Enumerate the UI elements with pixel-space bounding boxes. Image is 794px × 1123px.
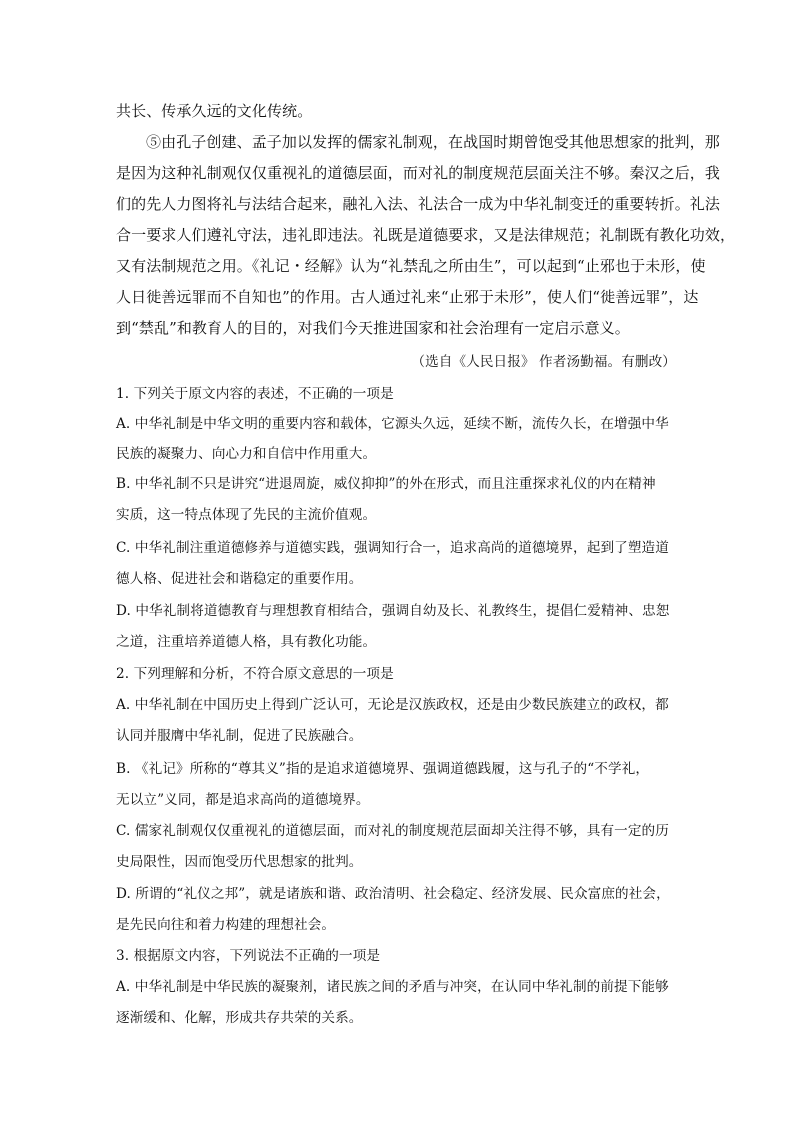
- passage-line: 共长、传承久远的文化传统。: [116, 102, 313, 120]
- source-citation: （选自《人民日报》 作者汤勤福。有删改）: [411, 354, 676, 370]
- question-1-option-d: D. 中华礼制将道德教育与理想教育相结合，强调自幼及长、礼教终生，提倡仁爱精神、忠恕: [116, 603, 670, 619]
- question-1-option-a: A. 中华礼制是中华文明的重要内容和载体，它源头久远，延续不断，流传久长，在增强中华: [116, 416, 669, 432]
- question-1-option-c: C. 中华礼制注重道德修养与道德实践，强调知行合一，追求高尚的道德境界，起到了塑造道: [116, 540, 669, 556]
- passage-line: 合一要求人们遵礼守法，违礼即违法。礼既是道德要求，又是法律规范；礼制既有教化功效，: [116, 226, 736, 244]
- question-3-option-a-cont: 逐渐缓和、化解，形成共存共荣的关系。: [116, 1010, 363, 1026]
- question-2-stem: 2. 下列理解和分析，不符合原文意思的一项是: [116, 666, 394, 682]
- question-1-option-b: B. 中华礼制不只是讲究“进退周旋，威仪抑抑”的外在形式，而且注重探求礼仪的内在精神: [116, 476, 656, 492]
- question-1-stem: 1. 下列关于原文内容的表述，不正确的一项是: [116, 386, 394, 402]
- question-2-option-b-cont: 无以立”义同，都是追求高尚的道德境界。: [116, 792, 370, 808]
- question-3-stem: 3. 根据原文内容，下列说法不正确的一项是: [116, 948, 381, 964]
- question-2-option-a: A. 中华礼制在中国历史上得到广泛认可，无论是汉族政权，还是由少数民族建立的政权，都: [116, 697, 669, 713]
- question-2-option-c: C. 儒家礼制观仅仅重视礼的道德层面，而对礼的制度规范层面却关注得不够，具有一定的历: [116, 823, 669, 839]
- question-2-option-b: B. 《礼记》所称的“尊其义”指的是追求道德境界、强调道德践履，这与孔子的“不学礼，: [116, 761, 650, 777]
- question-1-option-c-cont: 德人格、促进社会和谐稳定的重要作用。: [116, 571, 363, 587]
- passage-line: 们的先人力图将礼与法结合起来，融礼入法、礼法合一成为中华礼制变迁的重要转折。礼法: [116, 195, 721, 213]
- question-1-option-d-cont: 之道，注重培养道德人格，具有教化功能。: [116, 634, 377, 650]
- question-2-option-d-cont: 是先民向往和着力构建的理想社会。: [116, 917, 336, 933]
- question-2-option-c-cont: 史局限性，因而饱受历代思想家的批判。: [116, 854, 363, 870]
- question-3-option-a: A. 中华礼制是中华民族的凝聚剂，诸民族之间的矛盾与冲突，在认同中华礼制的前提下能够: [116, 979, 669, 995]
- question-2-option-a-cont: 认同并服膺中华礼制，促进了民族融合。: [116, 728, 363, 744]
- question-2-option-d: D. 所谓的“礼仪之邦”，就是诸族和谐、政治清明、社会稳定、经济发展、民众富庶的社会，: [116, 886, 670, 902]
- passage-line: 到“禁乱”和教育人的目的，对我们今天推进国家和社会治理有一定启示意义。: [116, 319, 630, 337]
- passage-line: 人日徙善远罪而不自知也”的作用。古人通过礼来“止邪于未形”，使人们“徙善远罪”，达: [116, 288, 699, 306]
- question-1-option-a-cont: 民族的凝聚力、向心力和自信中作用重大。: [116, 446, 377, 462]
- passage-line: 又有法制规范之用。《礼记・经解》认为“礼禁乱之所由生”，可以起到“止邪也于未形，使: [116, 257, 706, 275]
- passage-paragraph-5-start: ⑤由孔子创建、孟子加以发挥的儒家礼制观，在战国时期曾饱受其他思想家的批判，那: [146, 133, 720, 151]
- question-1-option-b-cont: 实质，这一特点体现了先民的主流价值观。: [116, 507, 377, 523]
- passage-line: 是因为这种礼制观仅仅重视礼的道德层面，而对礼的制度规范层面关注不够。秦汉之后，我: [116, 164, 721, 182]
